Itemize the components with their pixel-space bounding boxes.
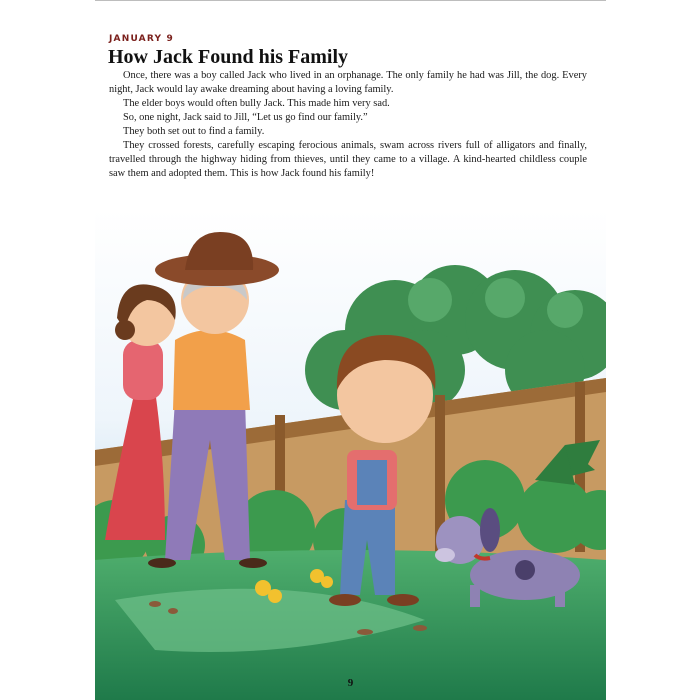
story-paragraph: So, one night, Jack said to Jill, “Let us go find our family.”	[123, 112, 368, 123]
story-text	[109, 69, 587, 181]
storybook-page	[95, 0, 606, 700]
story-paragraph: They both set out to find a family.	[123, 126, 265, 137]
story-date: JANUARY 9	[109, 34, 174, 44]
page-top-rule	[95, 0, 606, 1]
story-title: How Jack Found his Family	[108, 46, 349, 68]
story-paragraph: Once, there was a boy called Jack who lived in an orphanage. The only family he had was Jill, the dog. Every night, Jack would lay awake dreaming about having a loving family.	[109, 70, 587, 95]
story-paragraph: The elder boys would often bully Jack. This made him very sad.	[123, 98, 390, 109]
page-number: 9	[347, 677, 354, 689]
story-paragraph: They crossed forests, carefully escaping ferocious animals, swam across rivers full of alligators and finally, travelled through the highway hiding from thieves, until they came to a village. A kind-hearted childless couple saw them and adopted them. This is how Jack found his family!	[109, 140, 587, 179]
